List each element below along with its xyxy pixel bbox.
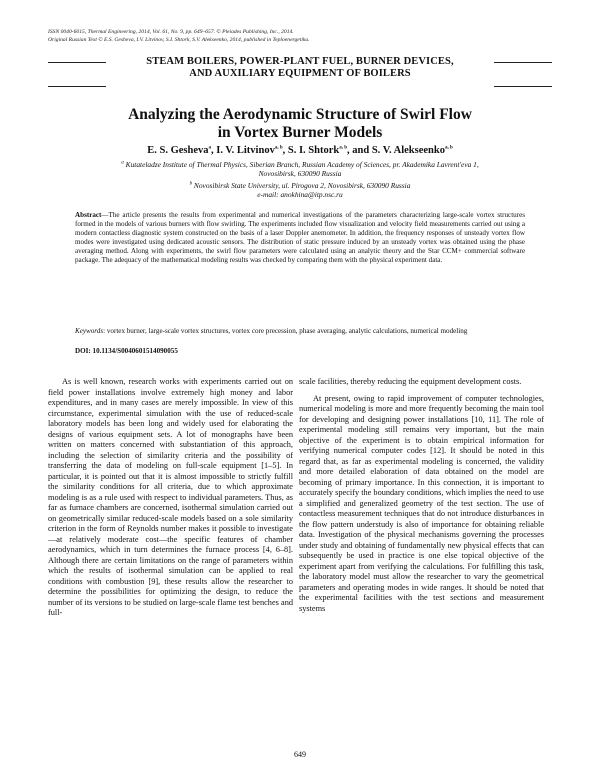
keywords-label: Keywords <box>75 327 104 335</box>
author-name: S. V. Alekseenko <box>371 145 445 156</box>
body-column-right <box>299 377 544 614</box>
abstract <box>75 211 525 264</box>
page-number: 649 <box>294 750 306 759</box>
body-paragraph: At present, owing to rapid improvement of computer technologies, numerical modeling is more and more frequently becoming the main tool for developing and designing power installations [10, 11]. The role of experimental modeling still remains very important, but the main objective of the experiment is to obtain empirical information for verifying numerical computer codes [12]. It should be noted in this regard that, as far as experimental modeling is concerned, the validity and more detailed elaboration of data obtained on the model are becoming of primary importance. In this connection, it is important to accurately specify the boundary conditions, which implies the need to use a simplified and generalized geometry of the test section. The use of contactless measurement techniques that do not introduce disturbances in the flow pattern understudy is also of importance for obtaining reliable data. Investigation of the physical mechanisms governing the processes under study and obtaining of fundamentally new physical effects that can subsequently be used in practice is one else topical objective of the experiment apart from verifying the calculations. For fulfilling this task, the laboratory model must allow the researcher to vary the geometrical parameters and operating modes in wide ranges. It should be noted that the experimental facilities with the test sections and measurement systems <box>299 393 544 613</box>
affiliation-a <box>60 160 540 178</box>
author-name: I. V. Litvinov <box>216 145 275 156</box>
affiliation-a-line-2: Novosibirsk, 630090 Russia <box>258 169 342 178</box>
affiliation-b-line-1: Novosibirsk State University, ul. Pirogova 2, Novosibirsk, 630090 Russia <box>193 181 411 190</box>
abstract-text: —The article presents the results from experimental and numerical investigations of the parameters characterizing large-scale vortex structures formed in the models of various burners with flow swirling. The experiments included flow visualization and velocity field measurements carried out using a modern contactless diagnostic system constructed on the basis of a laser Doppler anemometer. In addition, the frequency responses of unsteady vortex flow modes were investigated using dedicated acoustic sensors. The distribution of static pressure induced by an unsteady vortex was obtained using the phase averaging method. Along with experiments, the swirl flow parameters were calculated using an analytic theory and the Star CCM+ commercial software package. The adequacy of the mathematical modeling results was checked by comparing them with the physical experiment data. <box>75 211 525 264</box>
doi: DOI: 10.1134/S0040601514090055 <box>75 347 178 355</box>
body-paragraph: As is well known, research works with experiments carried out on field power installations involve extremely high money and labor expenditures, and in many cases are merely impossible. In view of this circumstance, experimental simulation with the use of reduced-scale laboratory models has been long and widely used for elaborating the designs of various equipment sets. A lot of monographs have been written on matters concerned with substantiation of this approach, including the selection of similarity criteria and the possibility of transferring the data of modeling on full-scale equipment [1–5]. In particular, it is pointed out that it is almost impossible to strictly fulfill the similarity conditions for all criteria, due to which approximate modeling is as a rule used with respect to individual parameters. Thus, as far as furnace chambers are concerned, isothermal simulation carried out on geometrically similar reduced-scale models based on a sole similarity criterion in the form of Reynolds number makes it possible to investigate—at relatively moderate cost—the specific features of chamber aerodynamics, which in turn determines the furnace process [4, 6–8]. Although there are certain limitations on the range of parameters within which the results of isothermal simulation can be applied to real conditions with combustion [9], these results allow the researcher to determine the possibilities for optimizing the design, to reduce the number of its versions to be studied on large-scale flame test benches and full- <box>48 377 293 617</box>
author-name: E. S. Gesheva <box>147 145 209 156</box>
author-affiliation-marker: a, b <box>444 145 453 151</box>
section-rule-right-2 <box>494 86 552 87</box>
body-paragraph: scale facilities, thereby reducing the equipment development costs. <box>299 377 522 386</box>
title-line-2: in Vortex Burner Models <box>217 124 383 141</box>
affiliation-a-line-1: Kutateladze Institute of Thermal Physics, Siberian Branch, Russian Academy of Sciences, pr. Akademika Lavrent'eva 1, <box>125 160 479 169</box>
section-rule-left-2 <box>48 86 106 87</box>
section-heading-line-2: AND AUXILIARY EQUIPMENT OF BOILERS <box>189 68 411 79</box>
affiliation-marker: b <box>189 181 193 187</box>
affiliation-b <box>60 181 540 199</box>
author-affiliation-marker: a, b <box>339 145 347 151</box>
author-affiliation-marker: a <box>208 145 212 151</box>
original-text-line: Original Russian Text © E.S. Gesheva, I.V. Litvinov, S.I. Shtork, S.V. Alekseenko, 2014, published in Teploenergetika. <box>48 37 310 43</box>
author-list: E. S. Gesheva$^a$, I. V. Litvinov$^{a, b}$, S. I. Shtork$^{a, b}$, and S. V. Alekseenko$^{a, b}$ <box>147 145 453 156</box>
section-heading-line-1: STEAM BOILERS, POWER-PLANT FUEL, BURNER DEVICES, <box>146 56 454 67</box>
author-email: e-mail: anokhina@itp.nsc.ru <box>257 190 343 199</box>
affiliation-marker: a <box>121 160 124 166</box>
title-line-1: Analyzing the Aerodynamic Structure of Swirl Flow <box>128 106 472 123</box>
paper-title <box>48 106 552 142</box>
abstract-label: Abstract <box>75 211 102 219</box>
body-column-left <box>48 377 293 619</box>
journal-meta <box>48 28 310 44</box>
section-heading <box>48 56 552 80</box>
author-affiliation-marker: a, b <box>274 145 283 151</box>
author-name: S. I. Shtork <box>287 145 340 156</box>
keywords <box>75 327 525 336</box>
keywords-text: : vortex burner, large-scale vortex structures, vortex core precession, phase averaging, analytic calculations, numerical modeling <box>103 327 468 335</box>
journal-line: ISSN 0040-6015, Thermal Engineering, 2014, Vol. 61, No. 9, pp. 649–657. © Pleiades Publishing, Inc., 2014. <box>48 29 294 35</box>
